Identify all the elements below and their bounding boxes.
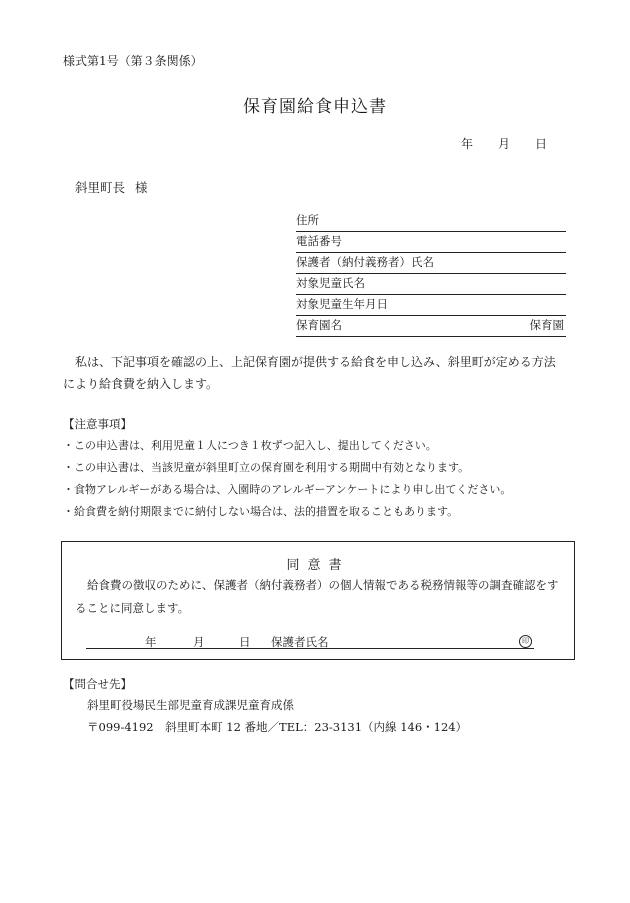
date-day-label: 日 xyxy=(535,137,548,151)
contact-heading: 【問合せ先】 xyxy=(63,677,132,691)
addressee-honorific: 様 xyxy=(135,180,148,195)
notes-list xyxy=(63,435,511,523)
field-label: 保育園名 xyxy=(296,318,342,332)
contact-office: 斜里町役場民生部児童育成課児童育成係 xyxy=(87,698,294,712)
consent-year-label: 年 xyxy=(145,635,157,649)
field-label: 対象児童生年月日 xyxy=(296,297,388,311)
field-phone[interactable] xyxy=(296,233,566,253)
contact-address: 〒099-4192 斜里町本町 12 番地／TEL：23-3131（内線 146・124） xyxy=(87,720,468,734)
note-item: ・ この申込書は、利用児童１人につき１枚ずつ記入し、提出してください。 xyxy=(63,435,511,457)
date-year-label: 年 xyxy=(461,137,474,151)
field-nursery-name[interactable] xyxy=(296,317,566,337)
consent-day-label: 日 xyxy=(239,635,251,649)
date-month-label: 月 xyxy=(498,137,511,151)
form-number: 様式第1号（第３条関係） xyxy=(63,54,203,68)
field-child-name[interactable] xyxy=(296,275,566,295)
date-line xyxy=(461,135,547,152)
seal-icon: 印 xyxy=(519,635,532,648)
consent-title: 同意書 xyxy=(286,558,350,573)
consent-box xyxy=(61,541,575,660)
addressee-name: 斜里町長 xyxy=(75,180,126,195)
consent-signature-line[interactable] xyxy=(86,634,534,649)
note-item: ・ この申込書は、当該児童が斜里町立の保育園を利用する期間中有効となります。 xyxy=(63,457,511,479)
note-item: ・ 食物アレルギーがある場合は、入園時のアレルギーアンケートにより申し出てください。 xyxy=(63,479,511,501)
consent-month-label: 月 xyxy=(193,635,205,649)
field-child-birthdate[interactable] xyxy=(296,296,566,316)
note-item: ・ 給食費を納付期限までに納付しない場合は、法的措置を取ることもあります。 xyxy=(63,501,511,523)
field-label: 住所 xyxy=(296,213,319,227)
field-label: 対象児童氏名 xyxy=(296,276,365,290)
form-title: 保育園給食申込書 xyxy=(243,97,387,117)
field-suffix: 保育園 xyxy=(529,318,564,332)
field-address[interactable] xyxy=(296,212,566,232)
consent-text: 給食費の徴収のために、保護者（納付義務者）の個人情報である税務情報等の調査確認をすることに同意します。 xyxy=(75,578,559,615)
notes-heading: 【注意事項】 xyxy=(63,417,132,431)
field-guardian-name[interactable] xyxy=(296,254,566,274)
consent-signer-label: 保護者氏名 xyxy=(271,635,329,649)
field-label: 電話番号 xyxy=(296,234,342,248)
applicant-fields xyxy=(296,212,566,338)
application-statement: 私は、下記事項を確認の上、上記保育園が提供する給食を申し込み、斜里町が定める方法により給食費を納入します。 xyxy=(63,355,556,391)
addressee xyxy=(75,178,148,196)
field-label: 保護者（納付義務者）氏名 xyxy=(296,255,434,269)
